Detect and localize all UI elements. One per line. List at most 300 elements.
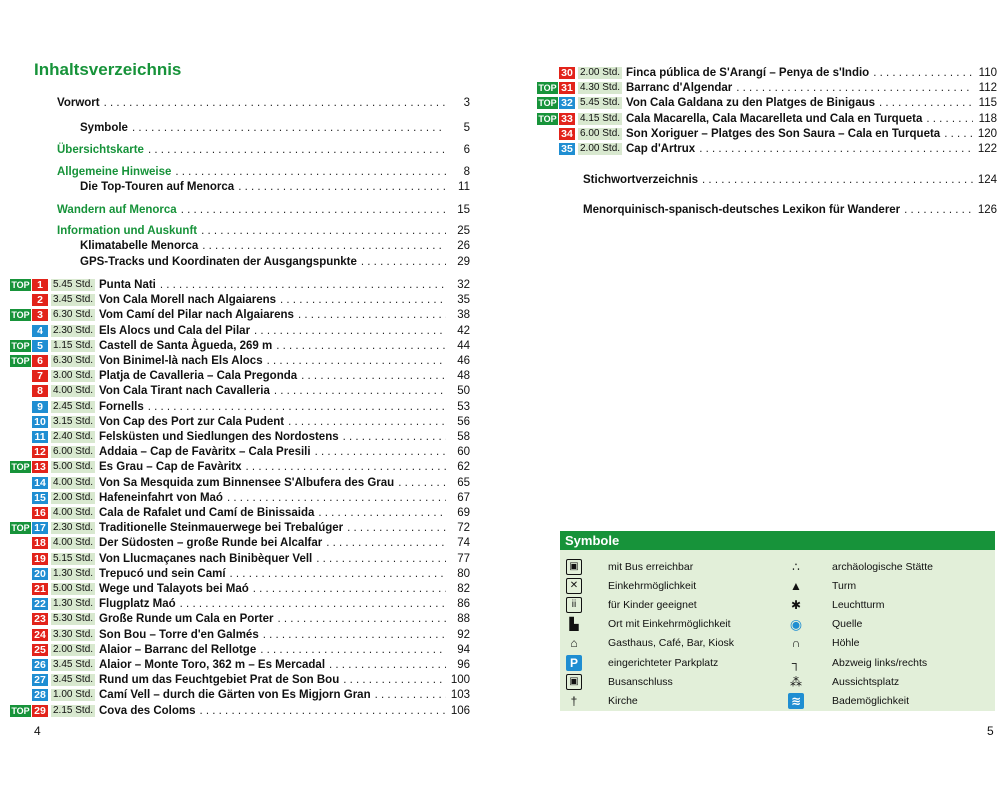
tour-page: 69 [457, 507, 470, 519]
tour-page: 62 [457, 461, 470, 474]
tour-number: 35 [559, 143, 575, 155]
tour-entry [10, 324, 470, 338]
legend-label: eingerichteter Parkplatz [608, 656, 719, 669]
toc-entry-title: Allgemeine Hinweise [57, 166, 172, 178]
tour-duration: 4.00 Std. [53, 476, 94, 488]
tour-duration: 4.30 Std. [580, 82, 621, 94]
tour-title: Cap d'Artrux [626, 143, 696, 155]
lighthouse-icon: ✱ [790, 597, 802, 612]
toc-entry-title: Stichwortverzeichnis [583, 174, 699, 186]
toc-entry-title: Menorquinisch-spanisch-deutsches Lexikon für Wanderer [583, 204, 901, 216]
tour-page: 38 [457, 309, 470, 322]
tour-page: 44 [457, 339, 470, 352]
tour-entry [537, 112, 997, 126]
legend-label: mit Bus erreichbar [608, 560, 694, 573]
cave-icon: ∩ [791, 636, 801, 651]
legend-label: Bademöglichkeit [832, 694, 910, 707]
tour-duration: 4.00 Std. [53, 537, 94, 549]
toc-entry [80, 255, 470, 269]
children-icon: ii [566, 597, 582, 613]
leader-dots [926, 112, 973, 126]
tour-number: 7 [32, 370, 48, 382]
tour-title: Traditionelle Steinmauerwege bei Trebalúger [99, 522, 344, 535]
leader-dots [702, 173, 973, 187]
tour-number: 21 [32, 583, 48, 595]
tour-entry [10, 582, 470, 596]
junction-icon: ┐ [791, 655, 801, 670]
leader-dots [361, 255, 446, 269]
tour-title: Finca pública de S'Arangí – Penya de s'Indio [626, 67, 870, 79]
tour-title: Von Llucmaçanes nach Binibèquer Vell [99, 552, 313, 565]
tour-entry [10, 308, 470, 322]
tour-number: 18 [32, 537, 48, 549]
tour-duration: 6.30 Std. [53, 309, 94, 321]
tour-number: 3 [32, 309, 48, 321]
tour-page: 92 [457, 628, 470, 641]
tour-number: 34 [559, 128, 575, 140]
leader-dots [276, 339, 446, 353]
tour-title: Von Cala Tirant nach Cavalleria [99, 385, 270, 398]
tour-page: 94 [457, 643, 470, 656]
toc-entry-title: GPS-Tracks und Koordinaten der Ausgangspunkte [80, 256, 357, 268]
tour-page: 80 [457, 567, 470, 580]
toc-entry-title: Wandern auf Menorca [57, 204, 177, 216]
leader-dots [175, 165, 446, 179]
toc-entry [57, 143, 470, 157]
tour-number: 19 [32, 553, 48, 565]
toc-entry-title: Vorwort [57, 97, 100, 109]
tour-page: 42 [457, 324, 470, 337]
leader-dots [736, 81, 973, 95]
tour-page: 103 [450, 689, 470, 702]
tour-page: 53 [457, 400, 470, 413]
tour-title: Els Alocs und Cala del Pilar [99, 324, 251, 337]
legend-item [566, 558, 693, 575]
leader-dots [263, 628, 446, 642]
tour-title: Große Runde um Cala en Porter [99, 613, 274, 626]
leader-dots [873, 66, 973, 80]
tour-page: 48 [457, 370, 470, 383]
tour-number: 31 [559, 82, 575, 94]
tour-title: Felsküsten und Siedlungen des Nordostens [99, 431, 339, 443]
leader-dots [329, 658, 446, 672]
toc-entry [57, 224, 470, 238]
leader-dots [148, 143, 446, 157]
toc-entry-title: Information und Auskunft [57, 225, 198, 237]
leader-dots [238, 180, 446, 194]
legend-item [566, 577, 696, 594]
legend-label: archäologische Stätte [832, 560, 933, 573]
tour-number: 23 [32, 613, 48, 625]
tour-duration: 5.00 Std. [53, 461, 94, 473]
food-stop-icon: ✕ [566, 578, 582, 594]
tour-title: Son Bou – Torre d'en Galmés [99, 628, 259, 641]
tour-number: 11 [32, 431, 48, 443]
legend-item [566, 654, 718, 671]
tour-duration: 5.45 Std. [580, 97, 621, 109]
tour-number: 20 [32, 568, 48, 580]
archaeology-icon: ∴ [792, 559, 800, 574]
toc-entry [80, 239, 470, 253]
tour-title: Camí Vell – durch die Gärten von Es Migjorn Gran [99, 689, 371, 702]
tour-duration: 3.45 Std. [53, 294, 94, 306]
tour-title: Alaior – Barranc del Rellotge [99, 643, 257, 656]
tour-title: Hafeneinfahrt von Maó [99, 491, 223, 504]
tour-title: Fornells [99, 400, 144, 413]
tour-entry [10, 339, 470, 353]
legend-label: Abzweig links/rechts [832, 656, 928, 669]
tour-number: 29 [32, 705, 48, 717]
tour-page: 65 [457, 476, 470, 489]
tour-duration: 2.30 Std. [53, 324, 94, 336]
tour-duration: 4.15 Std. [580, 112, 621, 124]
tour-title: Cala de Rafalet und Camí de Binissaida [99, 507, 315, 519]
tour-entry [10, 704, 470, 718]
tour-duration: 1.30 Std. [53, 567, 94, 579]
tour-title: Barranc d'Algendar [626, 82, 733, 95]
tour-title: Trepucó und sein Camí [99, 567, 226, 580]
tour-duration: 3.15 Std. [53, 415, 94, 427]
legend-label: für Kinder geeignet [608, 598, 697, 611]
top-badge: TOP [11, 523, 30, 534]
tour-duration: 4.00 Std. [53, 385, 94, 397]
swimming-icon: ≋ [788, 693, 804, 709]
leader-dots [253, 582, 446, 596]
toc-entry [80, 121, 470, 135]
tour-duration: 2.00 Std. [53, 643, 94, 655]
tour-duration: 6.00 Std. [53, 446, 94, 458]
leader-dots [347, 521, 446, 535]
viewpoint-icon: ⁂ [790, 674, 802, 689]
tour-title: Rund um das Feuchtgebiet Prat de Son Bou [99, 674, 340, 687]
toc-entry [80, 180, 470, 194]
legend-item [566, 616, 731, 633]
tour-title: Castell de Santa Àgueda, 269 m [99, 339, 273, 352]
tour-title: Von Cala Morell nach Algaiarens [99, 294, 277, 307]
tour-title: Wege und Talayots bei Maó [99, 583, 249, 595]
leader-dots [315, 445, 446, 459]
tour-number: 4 [32, 325, 48, 337]
leader-dots [104, 96, 446, 110]
tour-number: 28 [32, 689, 48, 701]
tour-entry [537, 127, 997, 141]
top-badge: TOP [538, 113, 557, 124]
toc-entry [583, 173, 997, 187]
toc-entry-page: 15 [457, 204, 470, 216]
top-badge: TOP [538, 98, 557, 109]
tour-page: 120 [977, 127, 997, 140]
tour-number: 15 [32, 492, 48, 504]
tour-entry [10, 628, 470, 642]
tour-page: 58 [457, 431, 470, 443]
leader-dots [375, 688, 446, 702]
legend-label: Kirche [608, 694, 638, 707]
leader-dots [288, 415, 446, 429]
toc-entry-title: Die Top-Touren auf Menorca [80, 181, 235, 193]
tour-entry [10, 552, 470, 566]
legend-item [566, 596, 697, 613]
leader-dots [267, 354, 446, 368]
church-icon: † [570, 693, 578, 708]
toc-entry [583, 203, 997, 217]
legend-item [566, 692, 638, 709]
tour-entry [10, 430, 470, 444]
tour-title: Der Südosten – große Runde bei Alcalfar [99, 537, 323, 550]
toc-entry [57, 203, 470, 217]
tour-number: 24 [32, 629, 48, 641]
leader-dots [200, 704, 447, 718]
tour-duration: 5.30 Std. [53, 613, 94, 625]
leader-dots [326, 536, 446, 550]
leader-dots [201, 224, 446, 238]
legend-item [788, 654, 927, 671]
tour-entry [10, 476, 470, 490]
tour-number: 6 [32, 355, 48, 367]
tour-page: 110 [978, 67, 997, 79]
tour-entry [10, 597, 470, 611]
tour-duration: 1.00 Std. [53, 689, 94, 701]
tour-entry [10, 369, 470, 383]
tour-number: 22 [32, 598, 48, 610]
toc-entry-title: Symbole [80, 122, 128, 134]
tour-page: 67 [457, 491, 470, 504]
tour-title: Cova des Coloms [99, 704, 196, 717]
leader-dots [699, 142, 973, 156]
toc-entry-page: 26 [457, 240, 470, 252]
leader-dots [181, 203, 446, 217]
tour-title: Cala Macarella, Cala Macarelleta und Cala en Turqueta [626, 112, 923, 125]
legend-label: Ort mit Einkehrmöglichkeit [608, 618, 731, 631]
tour-duration: 1.30 Std. [53, 598, 94, 610]
toc-entry-page: 8 [463, 166, 470, 178]
tour-title: Flugplatz Maó [99, 598, 176, 611]
tour-entry [10, 491, 470, 505]
tour-number: 25 [32, 644, 48, 656]
restaurant-icon: ⌂ [570, 636, 578, 651]
tour-page: 118 [978, 112, 997, 125]
leader-dots [277, 612, 446, 626]
tour-page: 112 [978, 82, 997, 95]
top-badge: TOP [11, 310, 30, 321]
top-badge: TOP [11, 356, 30, 366]
leader-dots [160, 278, 446, 292]
leader-dots [301, 369, 446, 383]
top-badge: TOP [11, 340, 30, 351]
tour-entry [537, 81, 997, 95]
tour-page: 88 [457, 613, 470, 626]
tour-page: 46 [457, 355, 470, 367]
tour-entry [10, 278, 470, 292]
tour-number: 5 [32, 340, 48, 352]
tour-number: 13 [32, 461, 48, 473]
tour-duration: 3.30 Std. [53, 628, 94, 640]
tour-duration: 5.15 Std. [53, 552, 94, 564]
legend-item [788, 692, 909, 709]
tour-entry [10, 673, 470, 687]
toc-entry-page: 29 [457, 256, 470, 268]
tour-title: Son Xoriguer – Platges des Son Saura – Cala en Turqueta [626, 127, 941, 140]
tour-duration: 5.45 Std. [53, 279, 94, 290]
leader-dots [148, 400, 446, 414]
tour-entry [10, 643, 470, 657]
page-title: Inhaltsverzeichnis [34, 60, 182, 79]
tour-title: Addaia – Cap de Favàritx – Cala Presili [99, 446, 311, 459]
tour-page: 77 [457, 552, 470, 565]
tour-page: 72 [457, 522, 470, 535]
tour-duration: 2.15 Std. [53, 704, 94, 716]
tour-duration: 6.00 Std. [580, 127, 621, 139]
legend-item [788, 635, 859, 652]
tour-duration: 5.00 Std. [53, 583, 94, 594]
tour-entry [10, 536, 470, 550]
leader-dots [318, 506, 446, 520]
tour-entry [10, 445, 470, 459]
tour-number: 16 [32, 507, 48, 519]
tour-duration: 6.30 Std. [53, 355, 94, 366]
spring-icon: ◉ [789, 615, 803, 632]
toc-entry [57, 96, 470, 110]
tour-title: Von Cala Galdana zu den Platges de Binigaus [626, 97, 876, 110]
tour-entry [10, 293, 470, 307]
toc-entry-page: 25 [457, 225, 470, 237]
leader-dots [904, 203, 973, 217]
tour-entry [10, 354, 470, 368]
symbol-legend-heading: Symbole [560, 531, 995, 550]
leader-dots [944, 127, 973, 141]
leader-dots [227, 491, 446, 505]
legend-item [788, 673, 899, 690]
tour-entry [10, 384, 470, 398]
tour-duration: 3.00 Std. [53, 370, 94, 382]
tour-duration: 2.40 Std. [53, 431, 94, 442]
leader-dots [343, 430, 446, 444]
leader-dots [260, 643, 446, 657]
tour-page: 100 [450, 674, 470, 687]
tour-entry [537, 142, 997, 156]
leader-dots [274, 384, 446, 398]
tour-number: 32 [559, 97, 575, 109]
legend-label: Leuchtturm [832, 598, 885, 611]
tour-title: Von Binimel-là nach Els Alocs [99, 355, 263, 367]
tour-entry [537, 66, 997, 80]
tour-page: 35 [457, 294, 470, 307]
tour-title: Vom Camí del Pilar nach Algaiarens [99, 309, 294, 322]
leader-dots [280, 293, 446, 307]
tour-entry [537, 96, 997, 110]
tour-entry [10, 415, 470, 429]
toc-entry-page: 126 [977, 204, 997, 216]
legend-label: Aussichtsplatz [832, 675, 900, 688]
top-badge: TOP [538, 83, 557, 94]
leader-dots [254, 324, 446, 338]
top-badge: TOP [11, 462, 30, 473]
tour-page: 122 [977, 143, 997, 155]
page-number-left: 4 [34, 724, 41, 738]
leader-dots [398, 476, 446, 490]
toc-entry-page: 3 [463, 97, 470, 109]
leader-dots [316, 552, 446, 566]
page-number-right: 5 [987, 724, 994, 738]
tour-duration: 3.45 Std. [53, 674, 94, 686]
bus-icon: ▣ [566, 559, 582, 575]
leader-dots [132, 121, 446, 135]
village-icon: ▙ [569, 617, 579, 632]
top-badge: TOP [11, 705, 30, 716]
tour-number: 1 [32, 279, 48, 291]
legend-label: Busanschluss [608, 675, 673, 688]
legend-item [788, 616, 862, 633]
tour-title: Es Grau – Cap de Favàritx [99, 461, 242, 474]
leader-dots [230, 567, 446, 581]
tour-number: 33 [559, 113, 575, 125]
tour-duration: 2.30 Std. [53, 522, 94, 534]
tour-page: 86 [457, 598, 470, 611]
tour-entry [10, 658, 470, 672]
tour-title: Platja de Cavalleria – Cala Pregonda [99, 370, 298, 383]
tour-number: 14 [32, 477, 48, 489]
symbol-legend [560, 531, 995, 711]
tour-number: 10 [32, 416, 48, 428]
tour-number: 12 [32, 446, 48, 458]
leader-dots [246, 460, 446, 474]
legend-item [788, 558, 933, 575]
tour-duration: 2.00 Std. [580, 143, 621, 154]
tour-page: 106 [450, 704, 470, 717]
toc-entry-page: 11 [458, 181, 470, 193]
legend-item [566, 673, 673, 690]
legend-label: Quelle [832, 618, 863, 631]
tour-entry [10, 400, 470, 414]
legend-label: Turm [832, 579, 857, 592]
legend-item [788, 577, 856, 594]
legend-label: Einkehrmöglichkeit [608, 579, 697, 592]
toc-entry-title: Klimatabelle Menorca [80, 240, 199, 252]
tour-page: 32 [457, 279, 470, 291]
toc-entry-page: 124 [977, 174, 997, 186]
tour-page: 74 [457, 537, 470, 550]
tour-page: 60 [457, 446, 470, 459]
tour-number: 9 [32, 401, 48, 413]
tour-duration: 4.00 Std. [53, 507, 94, 518]
legend-label: Höhle [832, 637, 860, 650]
leader-dots [879, 96, 973, 110]
tour-number: 8 [32, 385, 48, 397]
tour-number: 26 [32, 659, 48, 671]
tour-entry [10, 460, 470, 474]
toc-entry-title: Übersichtskarte [57, 144, 144, 156]
top-badge: TOP [11, 280, 30, 290]
leader-dots [298, 308, 446, 322]
tour-entry [10, 688, 470, 702]
tour-entry [10, 567, 470, 581]
tour-title: Von Sa Mesquida zum Binnensee S'Albufera des Grau [99, 476, 395, 489]
toc-entry-page: 6 [463, 144, 470, 156]
tour-entry [10, 506, 470, 520]
tour-page: 56 [457, 415, 470, 428]
tour-number: 2 [32, 294, 48, 306]
tour-duration: 3.45 Std. [53, 659, 94, 670]
tour-duration: 2.45 Std. [53, 400, 94, 412]
tour-entry [10, 612, 470, 626]
tour-duration: 1.15 Std. [53, 339, 94, 351]
tour-duration: 2.00 Std. [580, 67, 621, 78]
legend-label: Gasthaus, Café, Bar, Kiosk [608, 637, 735, 650]
parking-icon: P [566, 655, 582, 671]
tour-number: 27 [32, 674, 48, 686]
tour-page: 96 [457, 659, 470, 671]
legend-item [566, 635, 734, 652]
tour-duration: 2.00 Std. [53, 491, 94, 503]
